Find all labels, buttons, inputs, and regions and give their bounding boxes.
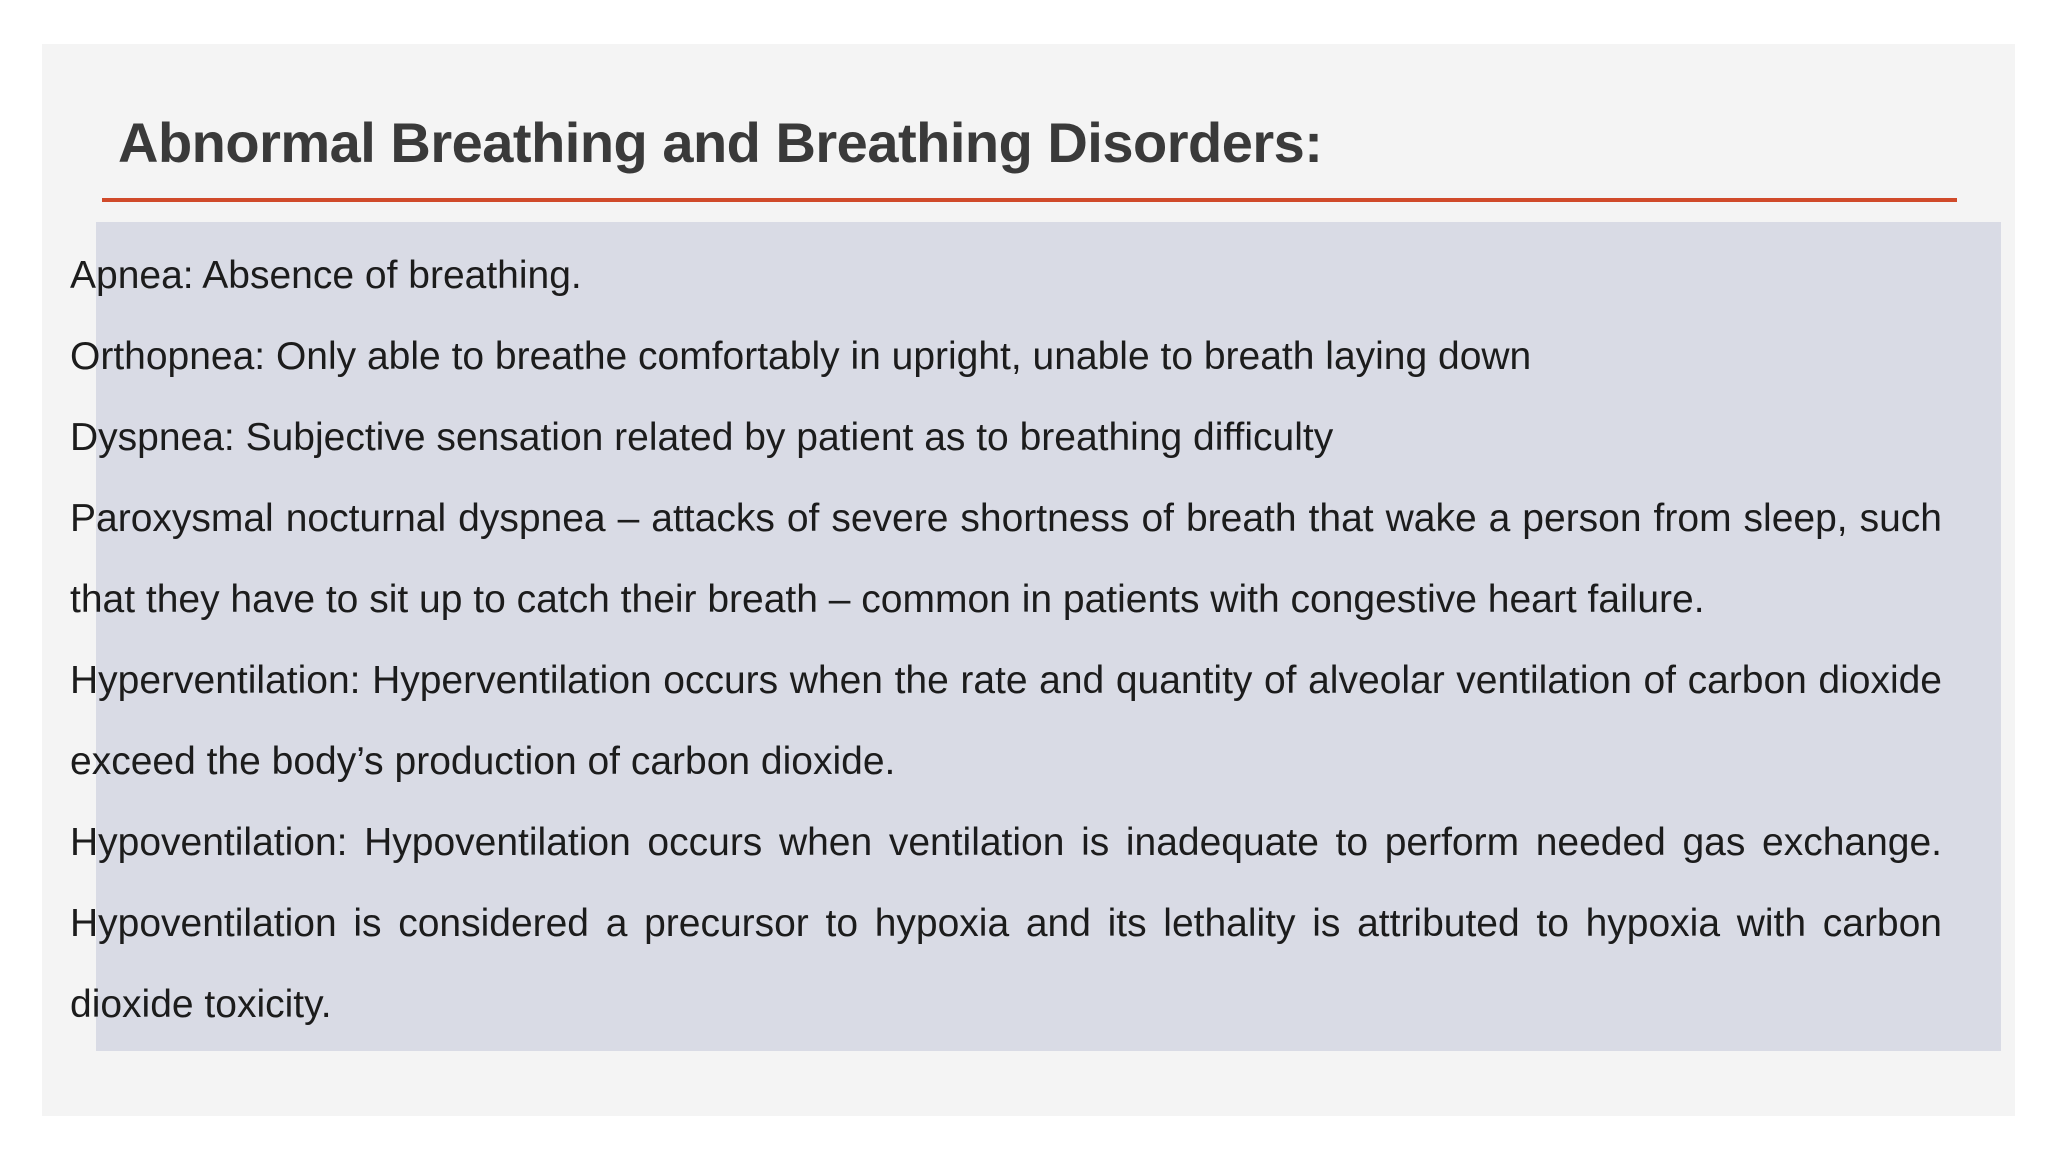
slide-title: Abnormal Breathing and Breathing Disorders:	[118, 111, 1323, 174]
paragraph-hypoventilation: Hypoventilation: Hypoventilation occurs when ventilation is inadequate to perform needed gas exchange. Hypoventilation is considered a precursor to hypoxia and its lethality is attributed to hypoxia with carbon dioxide toxicity.	[70, 821, 1942, 1026]
title-underline-rule	[102, 198, 1957, 202]
slide-body	[70, 235, 1942, 1045]
paragraph-hyperventilation: Hyperventilation: Hyperventilation occurs when the rate and quantity of alveolar ventilation of carbon dioxide exceed the body’s production of carbon dioxide.	[70, 659, 1942, 783]
paragraph-paroxysmal-nocturnal-dyspnea: Paroxysmal nocturnal dyspnea – attacks of severe shortness of breath that wake a person from sleep, such that they have to sit up to catch their breath – common in patients with congestive heart failure.	[70, 497, 1942, 621]
paragraph-dyspnea: Dyspnea: Subjective sensation related by patient as to breathing difficulty	[70, 416, 1334, 459]
paragraph-orthopnea: Orthopnea: Only able to breathe comfortably in upright, unable to breath laying down	[70, 335, 1532, 378]
paragraph-apnea: Apnea: Absence of breathing.	[70, 254, 582, 297]
